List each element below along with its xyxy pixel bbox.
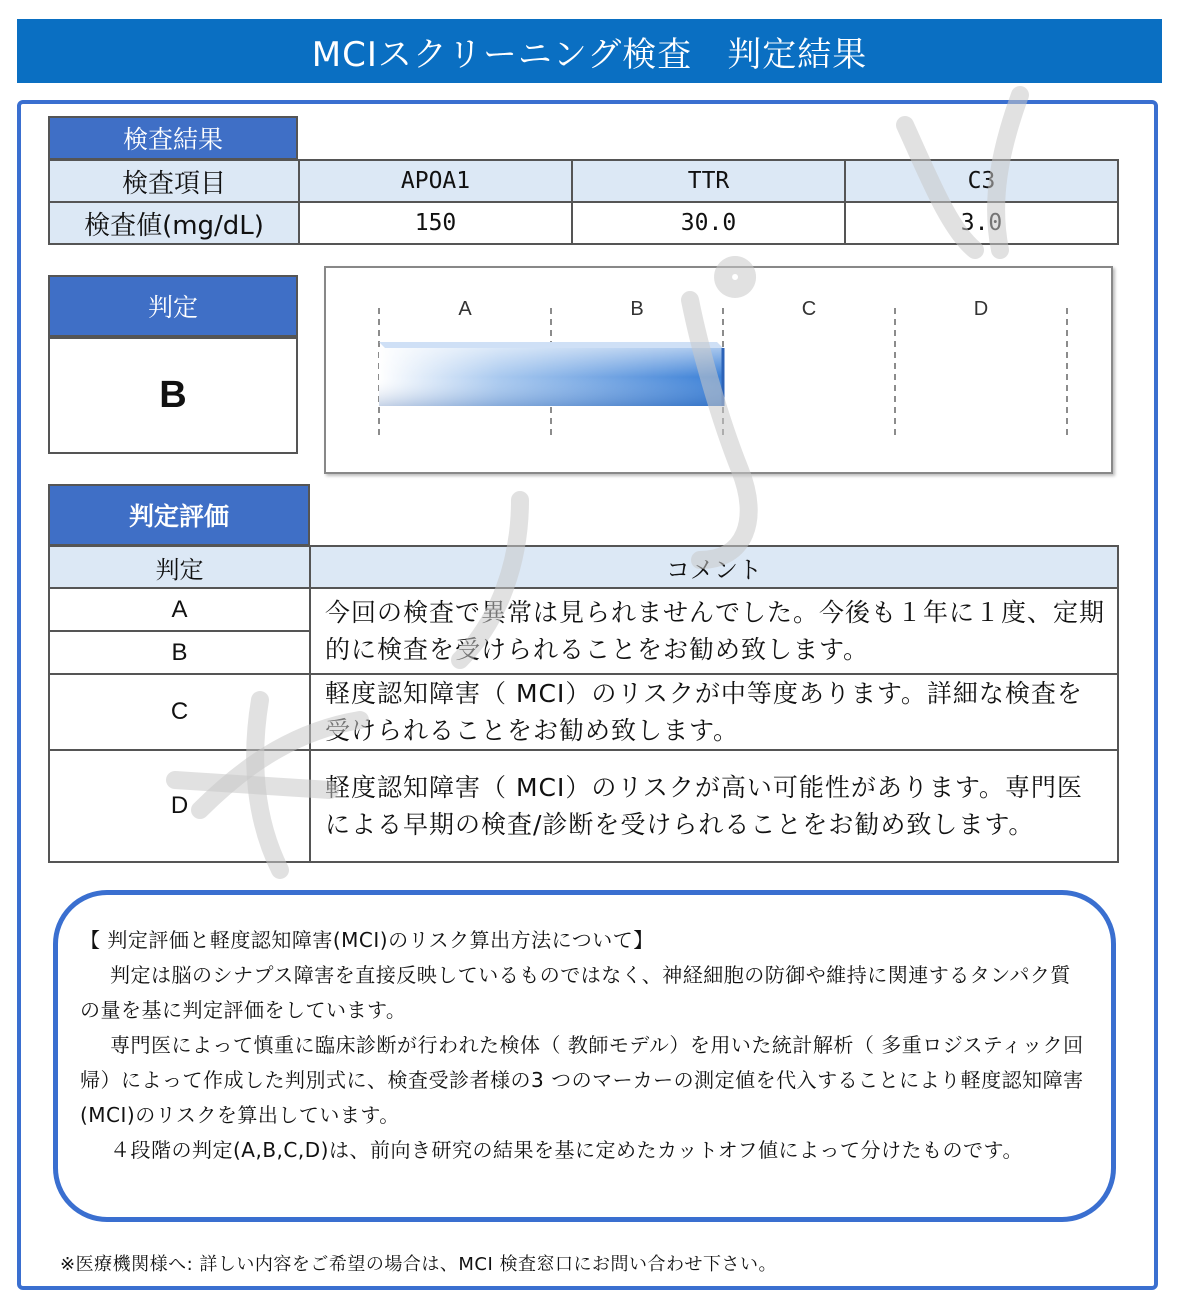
row-label-item: 検査項目: [49, 160, 299, 202]
marker-value: 3.0: [845, 202, 1118, 244]
test-results-tag: [48, 116, 298, 160]
evaluation-label: 判定評価: [128, 502, 229, 531]
evaluation-row: [49, 588, 1118, 631]
level-bar-top: [379, 342, 723, 348]
marker-name: TTR: [572, 160, 845, 202]
test-results-table: [48, 159, 1119, 245]
judgement-result: B: [48, 337, 298, 454]
grade-cell: D: [49, 750, 310, 862]
scale-label: B: [630, 298, 644, 320]
note-paragraph: 専門医によって慎重に臨床診断が行われた検体（ 教師モデル）を用いた統計解析（ 多重ロジスティック回帰）によって作成した判別式に、検査受診者様の3 つのマーカーの測定値を代入することにより軽度認知障害(MCI)のリスクを算出しています。: [80, 1033, 1084, 1127]
page-title: MCIスクリーニング検査 判定結果: [17, 19, 1162, 83]
note-heading: 【 判定評価と軽度認知障害(MCI)のリスク算出方法について】: [80, 928, 654, 952]
method-note: [53, 890, 1116, 1222]
note-paragraph: 判定は脳のシナプス障害を直接反映しているものではなく、神経細胞の防御や維持に関連するタンパク質の量を基に判定評価をしています。: [80, 963, 1071, 1022]
comment-column-header: コメント: [310, 546, 1118, 588]
comment-cell: 軽度認知障害（ MCI）のリスクが高い可能性があります。専門医による早期の検査/診断を受けられることをお勧め致します。: [310, 750, 1118, 862]
marker-value: 30.0: [572, 202, 845, 244]
marker-value-row: [49, 202, 1118, 244]
evaluation-row: [49, 674, 1118, 750]
marker-name: C3: [845, 160, 1118, 202]
test-results-label: 検査結果: [122, 125, 223, 154]
marker-name: APOA1: [299, 160, 572, 202]
evaluation-row: [49, 750, 1118, 862]
marker-value: 150: [299, 202, 572, 244]
marker-name-row: [49, 160, 1118, 202]
note-paragraph: ４段階の判定(A,B,C,D)は、前向き研究の結果を基に定めたカットオフ値によって分けたものです。: [110, 1138, 1023, 1162]
level-bar-shade: [379, 348, 723, 406]
evaluation-header-row: [49, 546, 1118, 588]
row-label-value: 検査値(mg/dL): [49, 202, 299, 244]
footnote: ※医療機関様へ: 詳しい内容をご希望の場合は、MCI 検査窓口にお問い合わせ下さい。: [60, 1254, 777, 1275]
judgement-scale: [324, 266, 1113, 474]
grade-cell: B: [49, 631, 310, 674]
scale-label: A: [458, 298, 472, 320]
judgement-scale-svg: [326, 268, 1111, 472]
scale-label: C: [801, 298, 817, 320]
scale-label: D: [973, 298, 989, 320]
comment-cell: 軽度認知障害（ MCI）のリスクが中等度あります。詳細な検査を受けられることをお勧め致します。: [310, 674, 1118, 750]
grade-cell: C: [49, 674, 310, 750]
judgement-label: 判定: [147, 293, 198, 322]
evaluation-tag: [48, 484, 310, 546]
judgement-tag: [48, 275, 298, 337]
grade-column-header: 判定: [49, 546, 310, 588]
comment-cell: 今回の検査で異常は見られませんでした。今後も１年に１度、定期的に検査を受けられることをお勧め致します。: [310, 588, 1118, 674]
grade-cell: A: [49, 588, 310, 631]
evaluation-table: [48, 545, 1119, 863]
